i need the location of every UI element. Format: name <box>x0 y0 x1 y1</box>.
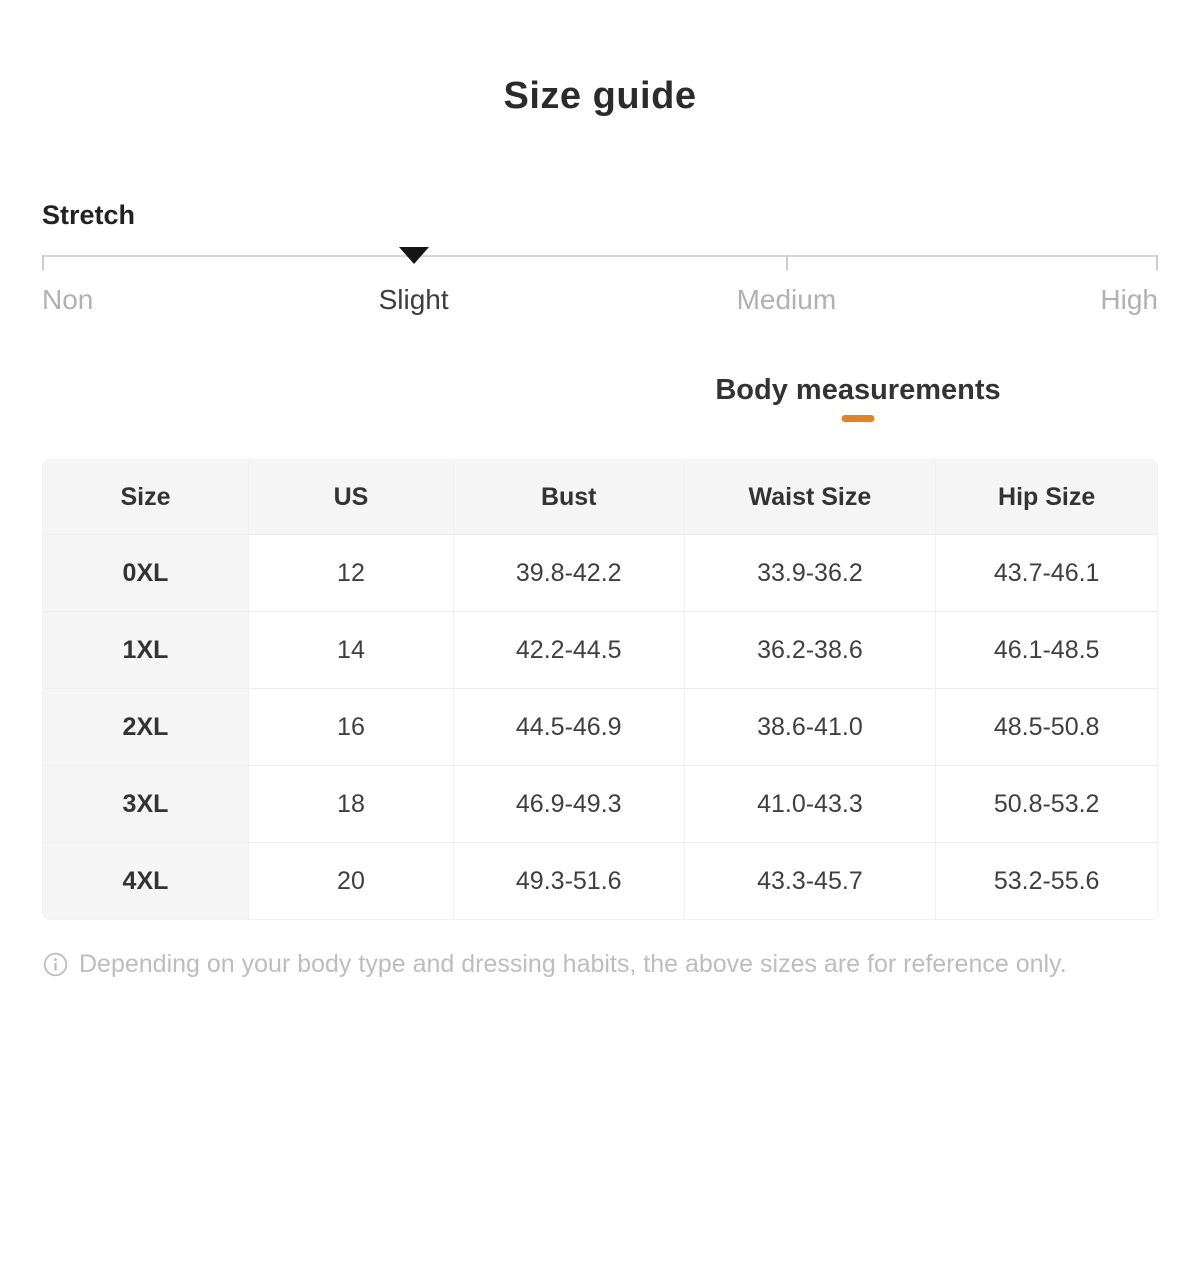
value-cell: 41.0-43.3 <box>684 765 936 842</box>
measurements-tabbar <box>42 374 1158 426</box>
value-cell: 50.8-53.2 <box>935 765 1157 842</box>
value-cell: 12 <box>248 534 453 611</box>
stretch-option-medium: Medium <box>736 284 837 315</box>
info-icon <box>42 951 69 978</box>
value-cell: 46.1-48.5 <box>935 611 1157 688</box>
value-cell: 36.2-38.6 <box>684 611 936 688</box>
size-cell: 3XL <box>43 765 248 842</box>
table-header-row <box>43 460 1157 534</box>
value-cell: 20 <box>248 842 453 919</box>
table-row <box>43 765 1157 842</box>
column-header-hip-size: Hip Size <box>935 460 1157 534</box>
value-cell: 49.3-51.6 <box>453 842 684 919</box>
stretch-tick <box>1156 255 1158 270</box>
table-row <box>43 842 1157 919</box>
table-row <box>43 688 1157 765</box>
value-cell: 42.2-44.5 <box>453 611 684 688</box>
size-table-container <box>42 459 1158 920</box>
page-title: Size guide <box>503 75 697 117</box>
tab-body-measurements[interactable]: Body measurements <box>715 374 1001 406</box>
stretch-option-high: High <box>1100 284 1158 315</box>
column-header-waist-size: Waist Size <box>684 460 936 534</box>
value-cell: 44.5-46.9 <box>453 688 684 765</box>
size-table <box>43 460 1157 919</box>
stretch-option-slight: Slight <box>378 284 449 315</box>
value-cell: 46.9-49.3 <box>453 765 684 842</box>
value-cell: 43.7-46.1 <box>935 534 1157 611</box>
stretch-option-non: Non <box>42 284 94 315</box>
value-cell: 38.6-41.0 <box>684 688 936 765</box>
size-cell: 1XL <box>43 611 248 688</box>
value-cell: 43.3-45.7 <box>684 842 936 919</box>
value-cell: 53.2-55.6 <box>935 842 1157 919</box>
size-table-head <box>43 460 1157 534</box>
table-row <box>43 534 1157 611</box>
tab-underline <box>842 415 875 422</box>
stretch-track <box>42 255 1158 257</box>
stretch-section-label: Stretch <box>42 200 136 230</box>
reference-note-text: Depending on your body type and dressing habits, the above sizes are for reference only. <box>79 950 1067 978</box>
size-cell: 2XL <box>43 688 248 765</box>
size-guide-panel <box>0 75 1200 979</box>
value-cell: 33.9-36.2 <box>684 534 936 611</box>
stretch-labels <box>42 284 1158 320</box>
column-header-us: US <box>248 460 453 534</box>
stretch-marker-icon <box>399 247 429 264</box>
value-cell: 48.5-50.8 <box>935 688 1157 765</box>
stretch-tick <box>786 255 788 270</box>
size-table-body <box>43 534 1157 919</box>
column-header-bust: Bust <box>453 460 684 534</box>
size-cell: 0XL <box>43 534 248 611</box>
table-row <box>43 611 1157 688</box>
reference-note <box>42 950 1158 979</box>
value-cell: 18 <box>248 765 453 842</box>
value-cell: 39.8-42.2 <box>453 534 684 611</box>
stretch-tick <box>42 255 44 270</box>
size-cell: 4XL <box>43 842 248 919</box>
value-cell: 14 <box>248 611 453 688</box>
value-cell: 16 <box>248 688 453 765</box>
column-header-size: Size <box>43 460 248 534</box>
